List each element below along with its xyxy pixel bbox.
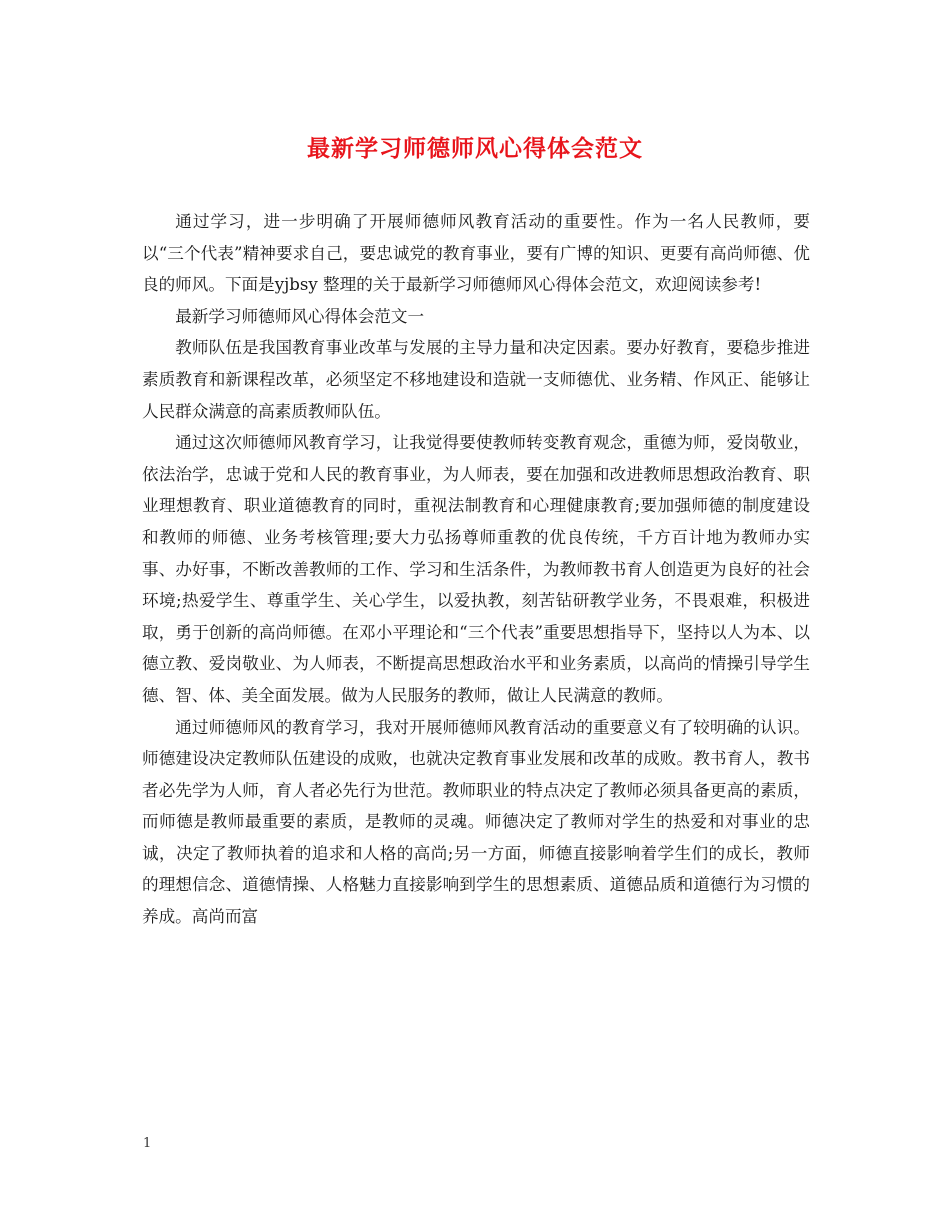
paragraph: 教师队伍是我国教育事业改革与发展的主导力量和决定因素。要办好教育，要稳步推进素质教育和新课程改革，必须坚定不移地建设和造就一支师德优、业务精、作风正、能够让人民群众满意的高素质教师队伍。 — [142, 338, 810, 421]
section-heading: 最新学习师德师风心得体会范文一 — [175, 306, 425, 326]
paragraph-intro: 通过学习，进一步明确了开展师德师风教育活动的重要性。作为一名人民教师，要以“三个代表”精神要求自己，要忠诚党的教育事业，要有广博的知识、更要有高尚师德、优良的师风。下面是yjbsy 整理的关于最新学习师德师风心得体会范文，欢迎阅读参考! — [142, 212, 810, 295]
paragraph: 通过这次师德师风教育学习，让我觉得要使教师转变教育观念，重德为师，爱岗敬业，依法治学，忠诚于党和人民的教育事业，为人师表，要在加强和改进教师思想政治教育、职业理想教育、职业道德教育的同时，重视法制教育和心理健康教育;要加强师德的制度建设和教师的师德、业务考核管理;要大力弘扬尊师重教的优良传统，千方百计地为教师办实事、办好事，不断改善教师的工作、学习和生活条件，为教师教书育人创造更为良好的社会环境;热爱学生、尊重学生、关心学生，以爱执教，刻苦钻研教学业务，不畏艰难，积极进取，勇于创新的高尚师德。在邓小平理论和“三个代表”重要思想指导下，坚持以人为本、以德立教、爱岗敬业、为人师表，不断提高思想政治水平和业务素质，以高尚的情操引导学生德、智、体、美全面发展。做为人民服务的教师，做让人民满意的教师。 — [142, 433, 810, 705]
document-title: 最新学习师德师风心得体会范文 — [307, 135, 643, 162]
page-number: 1 — [143, 1136, 152, 1151]
paragraph: 通过师德师风的教育学习，我对开展师德师风教育活动的重要意义有了较明确的认识。师德建设决定教师队伍建设的成败，也就决定教育事业发展和改革的成败。教书育人，教书者必先学为人师，育人者必先行为世范。教师职业的特点决定了教师必须具备更高的素质，而师德是教师最重要的素质，是教师的灵魂。师德决定了教师对学生的热爱和对事业的忠诚，决定了教师执着的追求和人格的高尚;另一方面，师德直接影响着学生们的成长，教师的理想信念、道德情操、人格魅力直接影响到学生的思想素质、道德品质和道德行为习惯的养成。高尚而富 — [142, 717, 810, 927]
document-body — [142, 206, 810, 933]
